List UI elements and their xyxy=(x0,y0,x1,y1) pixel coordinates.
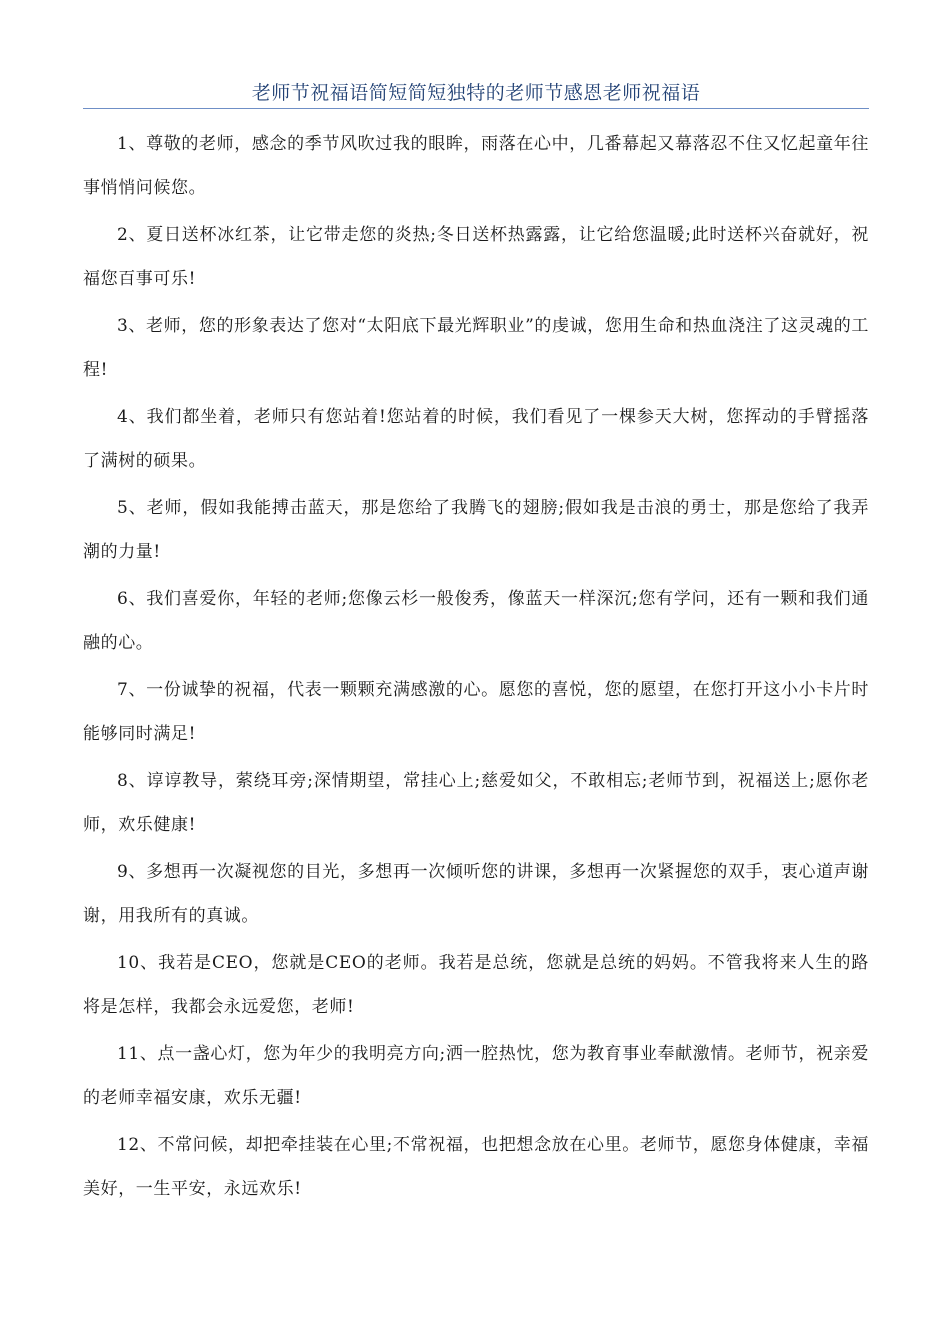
paragraph-2: 2、夏日送杯冰红茶，让它带走您的炎热;冬日送杯热露露，让它给您温暖;此时送杯兴奋就好，祝福您百事可乐! xyxy=(83,225,869,289)
paragraph-4: 4、我们都坐着，老师只有您站着!您站着的时候，我们看见了一棵参天大树，您挥动的手臂摇落了满树的硕果。 xyxy=(83,407,869,471)
paragraph-11: 11、点一盏心灯，您为年少的我明亮方向;洒一腔热忱，您为教育事业奉献激情。老师节，祝亲爱的老师幸福安康，欢乐无疆! xyxy=(83,1044,869,1108)
document-title: 老师节祝福语简短简短独特的老师节感恩老师祝福语 xyxy=(251,82,701,104)
paragraph-5: 5、老师，假如我能搏击蓝天，那是您给了我腾飞的翅膀;假如我是击浪的勇士，那是您给了我弄潮的力量! xyxy=(83,498,869,562)
paragraph-8: 8、谆谆教导，萦绕耳旁;深情期望，常挂心上;慈爱如父，不敢相忘;老师节到，祝福送上;愿你老师，欢乐健康! xyxy=(83,771,869,835)
paragraph-6: 6、我们喜爱你，年轻的老师;您像云杉一般俊秀，像蓝天一样深沉;您有学问，还有一颗和我们通融的心。 xyxy=(83,589,869,653)
paragraph-9: 9、多想再一次凝视您的目光，多想再一次倾听您的讲课，多想再一次紧握您的双手，衷心道声谢谢，用我所有的真诚。 xyxy=(83,862,869,926)
title-divider xyxy=(83,108,869,109)
paragraph-1: 1、尊敬的老师，感念的季节风吹过我的眼眸，雨落在心中，几番幕起又幕落忍不住又忆起童年往事悄悄问候您。 xyxy=(83,134,869,198)
paragraph-10: 10、我若是CEO，您就是CEO的老师。我若是总统，您就是总统的妈妈。不管我将来人生的路将是怎样，我都会永远爱您，老师! xyxy=(83,953,869,1017)
paragraph-7: 7、一份诚挚的祝福，代表一颗颗充满感激的心。愿您的喜悦，您的愿望，在您打开这小小卡片时能够同时满足! xyxy=(83,680,869,744)
paragraph-12: 12、不常问候，却把牵挂装在心里;不常祝福，也把想念放在心里。老师节，愿您身体健康，幸福美好，一生平安，永远欢乐! xyxy=(83,1135,869,1199)
paragraph-3: 3、老师，您的形象表达了您对“太阳底下最光辉职业”的虔诚，您用生命和热血浇注了这灵魂的工程! xyxy=(83,316,869,380)
document-page xyxy=(83,78,869,1214)
document-body xyxy=(83,122,869,1211)
